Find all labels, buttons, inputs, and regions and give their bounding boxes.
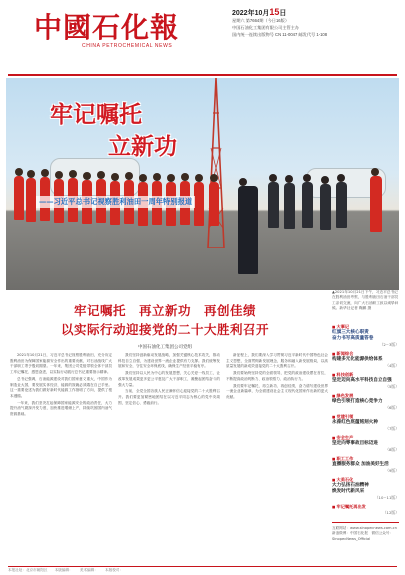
paragraph: 我们要始终坚持党的全面领导，把党的政治建设摆在首位，不断提高政治判断力、政治领悟力、政治执行力。 (226, 371, 328, 381)
issue-date: 2022年10月15日 (232, 7, 287, 17)
worker-figure (26, 178, 36, 222)
index-item[interactable]: ■ 牢记嘱托再出发 （12版） (332, 504, 399, 515)
index-item[interactable]: ■ 职工工作 直播服务群众 加油美好生活 （9版） (332, 456, 399, 473)
paragraph: 当前，全党全国各族人民正满怀信心迎接党的二十大胜利召开。我们要更加紧密地团结在以习近平同志为核心的党中央周围，坚定信心、勇毅前行。 (118, 389, 220, 405)
photo-subheadline: ——习近平总书记视察胜利油田一周年特别报道 (36, 196, 195, 208)
official-figure (268, 182, 279, 228)
issue-number: 星期六 第7664期（今日16版） (232, 18, 290, 23)
article-headline-line2: 以实际行动迎接党的二十大胜利召开 (60, 322, 269, 337)
worker-figure (209, 182, 219, 226)
paragraph: 2021年10月21日，习近平总书记视察胜利油田，充分肯定胜利油田为保障国家能源安全作出的重要贡献，对石油战线广大干部职工寄予殷切期望。一年来，集团公司党组带领全体干部员工牢记嘱托、感恩奋进，以实际行动践行总书记重要指示精神。 (10, 353, 112, 375)
paragraph: 我们坚持以人民为中心的发展思想，关心关爱一线员工，让改革发展成果更多更公平惠及广大干部职工，凝聚起团结奋斗的强大力量。 (118, 371, 220, 387)
publication-code: 国内统一连续出版物号 CN 11-0047 邮发代号 1-108 (232, 32, 328, 37)
page-index-sidebar (332, 324, 399, 568)
lead-photo (6, 78, 399, 290)
official-figure (238, 186, 258, 274)
article-column (118, 353, 220, 565)
official-figure (284, 183, 295, 229)
article-headline-line1: 牢记嘱托 再立新功 再创佳绩 (73, 303, 256, 318)
index-item[interactable]: ■ 安全生产 坚定向零事故目标迈进 （8版） (332, 435, 399, 452)
official-figure (320, 184, 331, 230)
bottom-strip: 本报社址：北京市朝阳区 本版编辑： 美术编辑： 本版校对： (8, 566, 397, 574)
article-byline: 中国石油化工集团公司党组 (138, 345, 192, 350)
newspaper-english-name: CHINA PETROCHEMICAL NEWS (82, 43, 173, 49)
worker-figure (370, 176, 382, 232)
publisher-line: 中国石油化工集团有限公司主管主办 (232, 25, 300, 30)
photo-headline-line1: 牢记嘱托 (50, 101, 142, 128)
article-body (10, 353, 328, 565)
newspaper-logo: 中國石化報 (34, 11, 180, 44)
index-item[interactable]: ■ 新闻综合 构建多元化能源供给体系 （4版） (332, 351, 399, 368)
masthead-rule (8, 74, 397, 76)
sidebar-footer: 互联网站：www.sinopecnews.com.cn 新浪微博：中国石化报 微信公众号：SinopecNews_Official (332, 522, 399, 542)
paragraph: 我们坚持创新驱动发展战略，加强关键核心技术攻关，推动科技自立自强，为建设世界一流企业提供有力支撑。我们统筹发展和安全，守住安全环保底线，确保生产经营平稳有序。 (118, 353, 220, 369)
photo-caption: ▲2021年10月21日下午，习近平总书记在胜利油田考察，与胜利油田石油干部员工亲切交流，向广大石油职工致以诚挚问候。新华社记者 鞠鹏 摄 (332, 290, 399, 311)
worker-figure (14, 176, 24, 220)
index-item[interactable]: ■ 大事记 红旗三大核心职责 奋力书写高质量答卷 （2~3版） (332, 324, 399, 347)
index-item[interactable]: ■ 党建引领 永葆红色底蕴铭刻火种 （7版） (332, 414, 399, 431)
photo-headline-line2: 立新功 (108, 133, 177, 160)
index-item[interactable]: ■ 大美石化 大力弘扬石油精神 焕发时代新风采 （10~11版） (332, 477, 399, 500)
paragraph: 一年来，我们坚决扛起保障国家能源安全的政治责任，大力提升油气勘探开发力度，加快推进增储上产，持续巩固国内油气资源基础。 (10, 400, 112, 417)
article-column (10, 353, 112, 565)
official-figure (336, 182, 347, 228)
index-item[interactable]: ■ 绿色发展 绿色引领打造核心竞争力 （6版） (332, 393, 399, 410)
worker-figure (194, 182, 204, 226)
index-item[interactable]: ■ 科技创新 坚定迈向高水平科技自立自强 （5版） (332, 372, 399, 389)
paragraph: 我们要牢记嘱托、再立新功、再创佳绩，奋力谱写建设世界一流企业新篇章，为全面建设社会主义现代化国家作出新的更大贡献。 (226, 383, 328, 399)
official-figure (302, 182, 313, 228)
masthead-info (232, 9, 400, 38)
article-column (226, 353, 328, 565)
masthead (0, 0, 405, 76)
paragraph: 新征程上，我们要深入学习贯彻习近平新时代中国特色社会主义思想，全面贯彻新发展理念，服务和融入新发展格局，以高质量发展的新成效迎接党的二十大胜利召开。 (226, 353, 328, 369)
paragraph: 总书记强调，石油能源建设对我们国家意义重大，中国作为制造业大国，要发展实体经济，能源的饭碗必须端在自己手里。这一重要论述为我们做好新时代能源工作指明了方向，提供了根本遵循。 (10, 376, 112, 398)
